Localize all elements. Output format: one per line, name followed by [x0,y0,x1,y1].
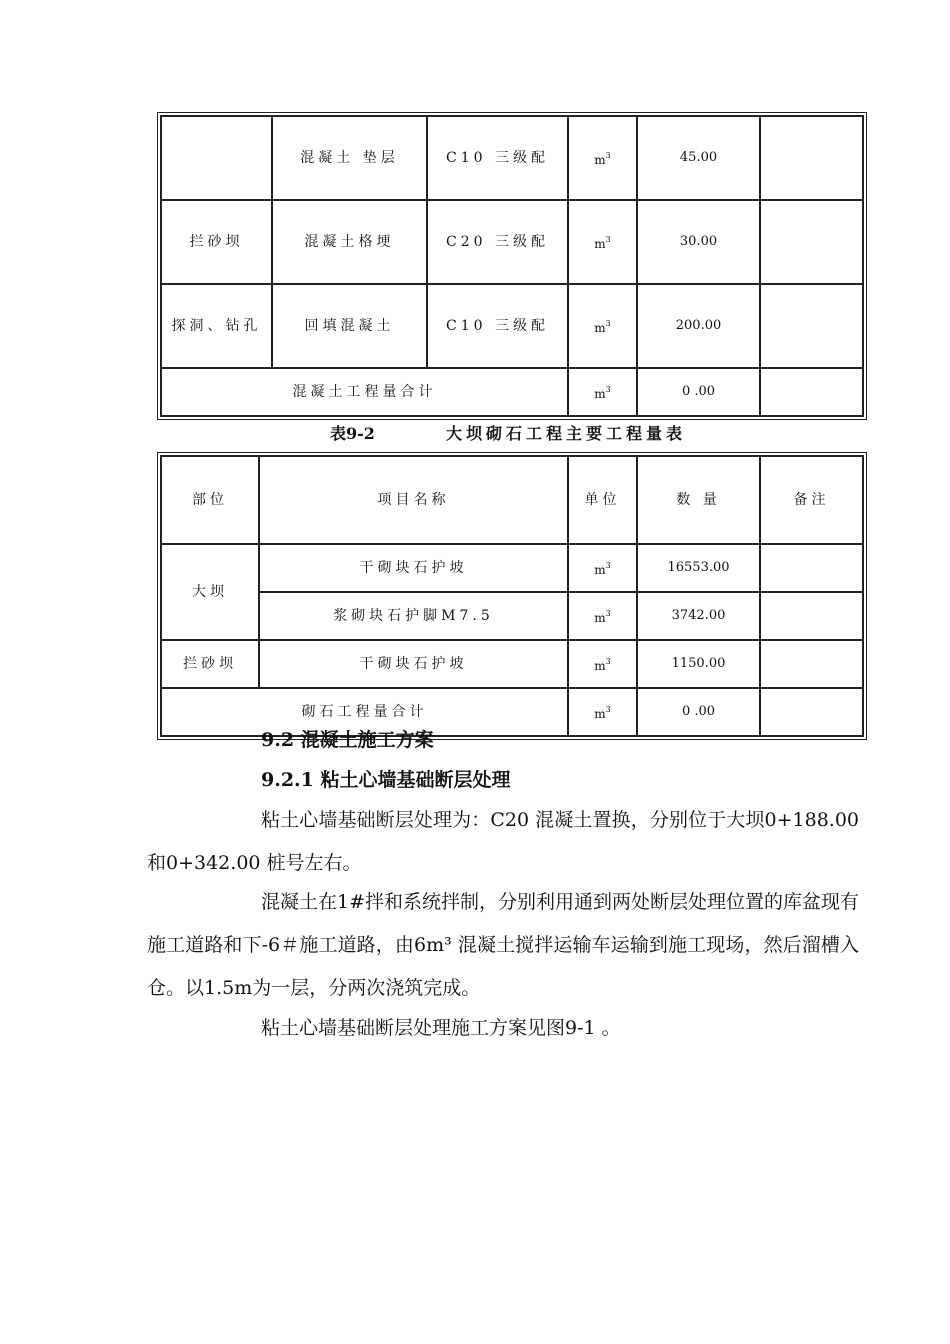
item-cell: 回填混凝土 [272,284,427,368]
note-cell [760,200,863,284]
quantity-cell: 1150.00 [637,640,760,688]
unit-cell: $m^3$ [568,688,637,736]
table-row [161,592,863,640]
note-cell [760,116,863,200]
masonry-quantity-table [160,455,864,737]
paragraph: 粘土心墙基础断层处理为：C20 混凝土置换，分别位于大坝0+188.00 和0+342.00 桩号左右。 [147,809,859,874]
table-row [161,640,863,688]
unit-cell: $m^3$ [568,592,637,640]
note-cell [760,544,863,592]
part-cell [161,116,272,200]
header-quantity: 数 量 [637,456,760,544]
total-quantity: 0 .00 [637,688,760,736]
paragraph: 混凝土在1#拌和系统拌制，分别利用通到两处断层处理位置的库盆现有施工道路和下-6＃施工道路，由6m³ 混凝土搅拌运输车运输到施工现场，然后溜槽入仓。以1.5m为一层，分两次浇筑完成。 [147,891,860,999]
unit-cell: $m^3$ [568,200,637,284]
header-unit: 单位 [568,456,637,544]
table-row [161,200,863,284]
quantity-cell: 30.00 [637,200,760,284]
part-cell: 探洞、钻孔 [161,284,272,368]
item-cell: 混凝土格埂 [272,200,427,284]
header-note: 备注 [760,456,863,544]
note-cell [760,640,863,688]
item-cell: 混凝土 垫层 [272,116,427,200]
quantity-cell: 45.00 [637,116,760,200]
total-row [161,368,863,416]
subsection-heading: 9.2.1 粘土心墙基础断层处理 [261,769,511,791]
item-cell: 干砌块石护坡 [259,544,568,592]
unit-cell: $m^3$ [568,284,637,368]
grade-cell: C10 三级配 [427,284,568,368]
paragraph: 粘土心墙基础断层处理施工方案见图9-1 。 [261,1017,621,1039]
table-row [161,284,863,368]
table-row [161,544,863,592]
concrete-quantity-table [160,115,864,417]
unit-cell: $m^3$ [568,640,637,688]
quantity-cell: 3742.00 [637,592,760,640]
grade-cell: C20 三级配 [427,200,568,284]
item-cell: 浆砌块石护脚M7.5 [259,592,568,640]
item-cell: 干砌块石护坡 [259,640,568,688]
quantity-cell: 200.00 [637,284,760,368]
unit-cell: $m^3$ [568,116,637,200]
unit-cell: $m^3$ [568,368,637,416]
header-item: 项目名称 [259,456,568,544]
note-cell [760,368,863,416]
section-heading: 9.2 混凝土施工方案 [261,729,434,751]
unit-cell: $m^3$ [568,544,637,592]
part-cell: 大坝 [161,544,259,640]
total-quantity: 0 .00 [637,368,760,416]
header-part: 部位 [161,456,259,544]
note-cell [760,592,863,640]
note-cell [760,688,863,736]
part-cell: 拦砂坝 [161,640,259,688]
caption-title: 大坝砌石工程主要工程量表 [446,424,687,443]
total-label: 砌石工程量合计 [161,688,568,736]
total-label: 混凝土工程量合计 [161,368,568,416]
table-row [161,116,863,200]
caption-number: 表9-2 [330,424,375,443]
part-cell: 拦砂坝 [161,200,272,284]
header-row [161,456,863,544]
grade-cell: C10 三级配 [427,116,568,200]
note-cell [760,284,863,368]
quantity-cell: 16553.00 [637,544,760,592]
